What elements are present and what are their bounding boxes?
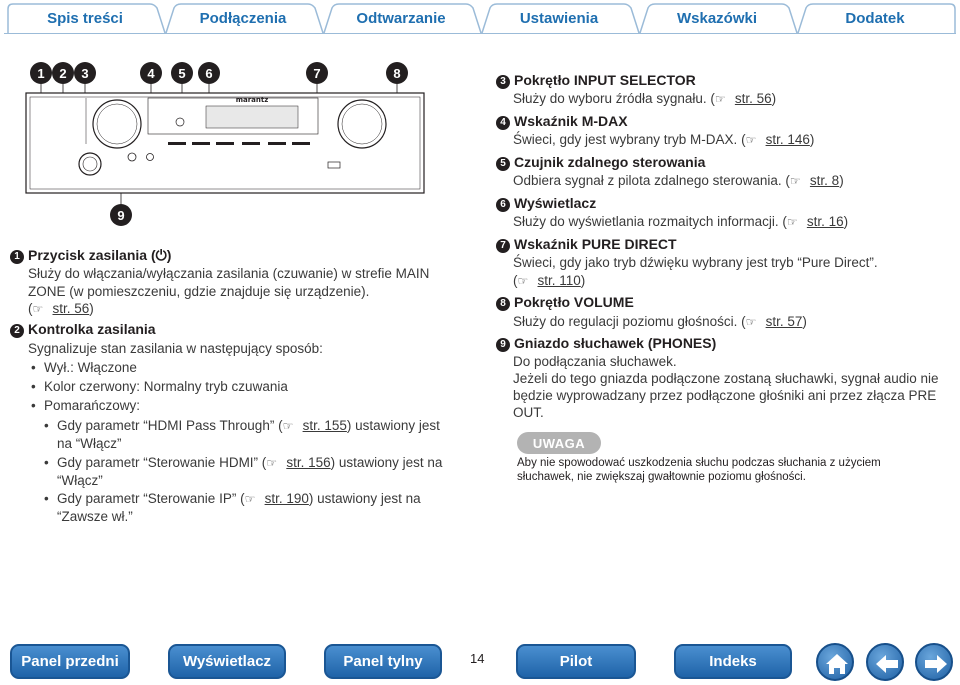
- nav-panel-tylny-button[interactable]: Panel tylny: [324, 644, 442, 679]
- uwaga-badge: UWAGA: [517, 432, 601, 454]
- item3-title: 3 Pokrętło INPUT SELECTOR: [496, 72, 696, 89]
- item4-text: Świeci, gdy jest wybrany tryb M-DAX. (☞ str. 146): [513, 132, 815, 147]
- page-number: 14: [470, 651, 485, 666]
- item1-ref: (☞ str. 56): [28, 301, 94, 316]
- ref-link[interactable]: str. 155: [302, 418, 347, 433]
- number-badge: 9: [496, 338, 510, 352]
- item3-text: Służy do wyboru źródła sygnału. (☞ str. 56): [513, 91, 777, 106]
- pointing-hand-icon: ☞: [786, 215, 798, 229]
- item7-text: Świeci, gdy jako tryb dźwięku wybrany jest tryb “Pure Direct”.: [513, 255, 878, 270]
- item9-line4: OUT.: [513, 405, 544, 420]
- item1-line2: ZONE (w pomieszczeniu, gdzie znajduje się urządzenie).: [28, 284, 370, 299]
- item7-title: 7 Wskaźnik PURE DIRECT: [496, 236, 677, 253]
- item4-title: 4 Wskaźnik M-DAX: [496, 113, 628, 130]
- tabs-baseline: [4, 33, 956, 34]
- item6-text: Służy do wyświetlania rozmaitych informacji. (☞ str. 16): [513, 214, 849, 229]
- top-tabs: [4, 3, 956, 34]
- callout-1: 1: [30, 62, 52, 84]
- nav-pilot-button[interactable]: Pilot: [516, 644, 636, 679]
- item2-sub1: • Gdy parametr “HDMI Pass Through” (☞ str. 155) ustawiony jest: [57, 418, 440, 433]
- forward-arrow-icon[interactable]: [915, 643, 953, 681]
- callout-5: 5: [171, 62, 193, 84]
- tab-odtwarzanie[interactable]: Odtwarzanie: [320, 3, 482, 34]
- ref-link[interactable]: str. 190: [264, 491, 309, 506]
- tab-dodatek[interactable]: Dodatek: [794, 3, 956, 34]
- ref-link[interactable]: str. 146: [765, 132, 810, 147]
- tab-ustawienia[interactable]: Ustawienia: [478, 3, 640, 34]
- item2-bullet2: • Kolor czerwony: Normalny tryb czuwania: [44, 379, 288, 394]
- tab-podlaczenia[interactable]: Podłączenia: [162, 3, 324, 34]
- brand-logo: marantz: [235, 96, 269, 104]
- item9-title: 9 Gniazdo słuchawek (PHONES): [496, 335, 716, 352]
- item1-line1: Służy do włączania/wyłączania zasilania (czuwanie) w strefie MAIN: [28, 266, 430, 281]
- item2-bullet3: • Pomarańczowy:: [44, 398, 140, 413]
- item9-line3: będzie wyprowadzany przez podłączone głośniki ani przez złącza PRE: [513, 388, 937, 403]
- pointing-hand-icon: ☞: [517, 274, 529, 288]
- callout-3: 3: [74, 62, 96, 84]
- pointing-hand-icon: ☞: [282, 419, 294, 433]
- note-line2: słuchawek, nie zwiększaj gwałtownie poziomu głośności.: [517, 471, 806, 483]
- callout-7: 7: [306, 62, 328, 84]
- item2-sub1-cont: na “Włącz”: [57, 436, 122, 451]
- number-badge: 8: [496, 297, 510, 311]
- callout-6: 6: [198, 62, 220, 84]
- back-arrow-icon[interactable]: [866, 643, 904, 681]
- item2-title: 2 Kontrolka zasilania: [10, 321, 156, 338]
- ref-link[interactable]: str. 110: [537, 273, 581, 288]
- number-badge: 1: [10, 250, 24, 264]
- item1-title: 1 Przycisk zasilania (⏻): [10, 247, 171, 264]
- ref-link[interactable]: str. 57: [765, 314, 803, 329]
- item8-title: 8 Pokrętło VOLUME: [496, 294, 634, 311]
- callout-9: 9: [110, 204, 132, 226]
- ref-link[interactable]: str. 56: [734, 91, 772, 106]
- ref-link[interactable]: str. 16: [806, 214, 844, 229]
- item2-bullet1: • Wył.: Włączone: [44, 360, 137, 375]
- note-line1: Aby nie spowodować uszkodzenia słuchu podczas słuchania z użyciem: [517, 457, 881, 469]
- ref-link[interactable]: str. 8: [809, 173, 840, 188]
- pointing-hand-icon: ☞: [244, 492, 256, 506]
- tab-spis-tresci[interactable]: Spis treści: [4, 3, 166, 34]
- item2-sub2-cont: “Włącz”: [57, 473, 103, 488]
- pointing-hand-icon: ☞: [745, 315, 757, 329]
- ref-link[interactable]: str. 156: [286, 455, 331, 470]
- pointing-hand-icon: ☞: [745, 133, 757, 147]
- callout-8: 8: [386, 62, 408, 84]
- ref-link[interactable]: str. 56: [52, 301, 90, 316]
- number-badge: 6: [496, 198, 510, 212]
- callout-4: 4: [140, 62, 162, 84]
- number-badge: 5: [496, 157, 510, 171]
- nav-indeks-button[interactable]: Indeks: [674, 644, 792, 679]
- item9-line2: Jeżeli do tego gniazda podłączone zostaną słuchawki, sygnał audio nie: [513, 371, 939, 386]
- item6-title: 6 Wyświetlacz: [496, 195, 596, 212]
- receiver-front-panel-diagram: [20, 84, 430, 209]
- number-badge: 2: [10, 324, 24, 338]
- pointing-hand-icon: ☞: [266, 456, 278, 470]
- number-badge: 4: [496, 116, 510, 130]
- item8-text: Służy do regulacji poziomu głośności. (☞ str. 57): [513, 314, 807, 329]
- item7-ref: (☞ str. 110): [513, 273, 586, 288]
- item2-line1: Sygnalizuje stan zasilania w następujący sposób:: [28, 341, 323, 356]
- nav-wyswietlacz-button[interactable]: Wyświetlacz: [168, 644, 286, 679]
- home-icon[interactable]: [816, 643, 854, 681]
- pointing-hand-icon: ☞: [789, 174, 801, 188]
- item2-sub2: • Gdy parametr “Sterowanie HDMI” (☞ str. 156) ustawiony jest na: [57, 455, 442, 470]
- number-badge: 3: [496, 75, 510, 89]
- item2-sub3: • Gdy parametr “Sterowanie IP” (☞ str. 190) ustawiony jest na: [57, 491, 421, 506]
- tab-wskazowki[interactable]: Wskazówki: [636, 3, 798, 34]
- item5-text: Odbiera sygnał z pilota zdalnego sterowania. (☞ str. 8): [513, 173, 844, 188]
- item2-sub3-cont: “Zawsze wł.”: [57, 509, 133, 524]
- pointing-hand-icon: ☞: [714, 92, 726, 106]
- item5-title: 5 Czujnik zdalnego sterowania: [496, 154, 705, 171]
- nav-panel-przedni-button[interactable]: Panel przedni: [10, 644, 130, 679]
- callout-2: 2: [52, 62, 74, 84]
- item9-line1: Do podłączania słuchawek.: [513, 354, 677, 369]
- number-badge: 7: [496, 239, 510, 253]
- pointing-hand-icon: ☞: [32, 302, 44, 316]
